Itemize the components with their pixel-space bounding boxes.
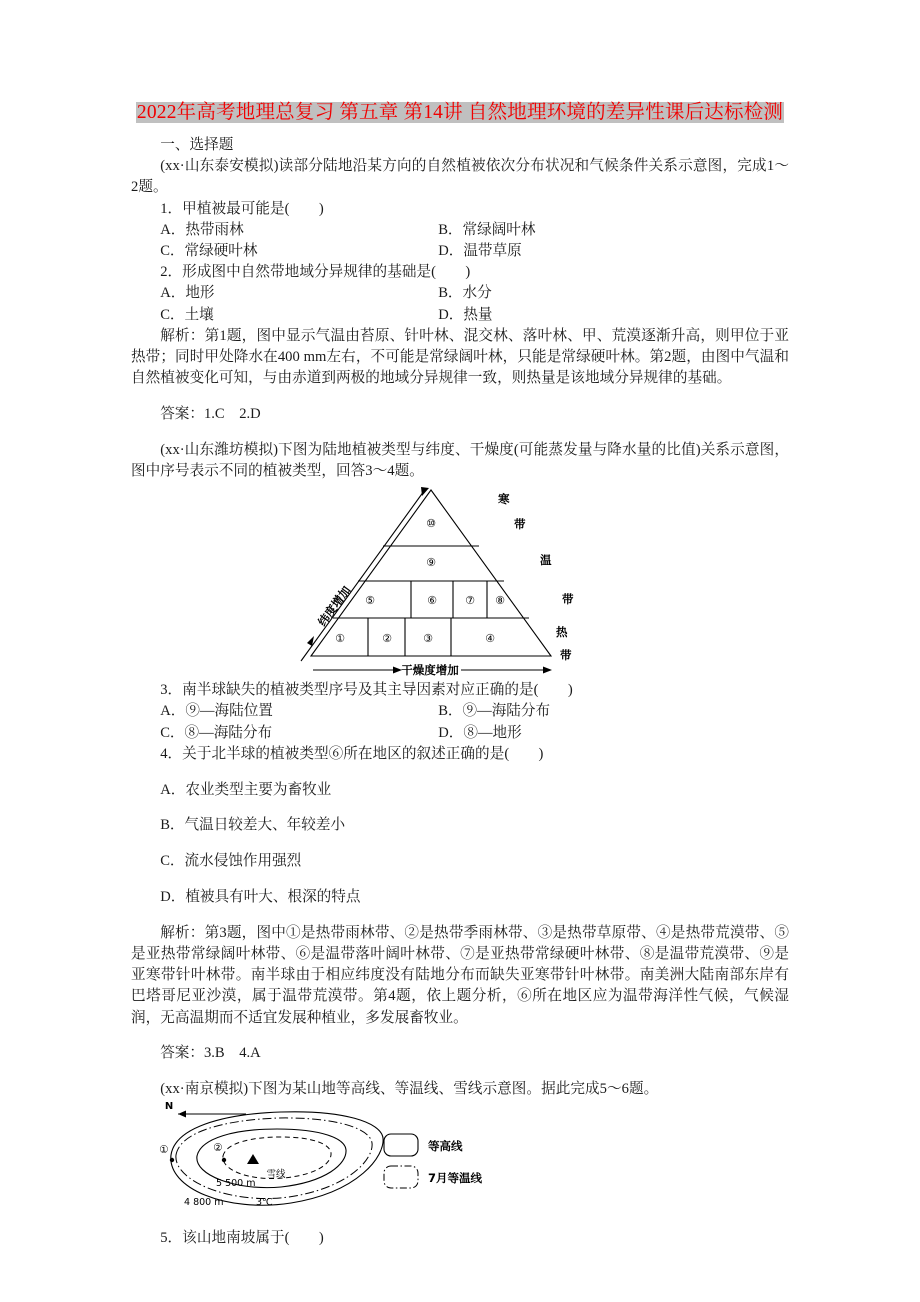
option-2c[interactable]: C．土壤 <box>160 306 214 323</box>
block2-stem: (xx·山东潍坊模拟)下图为陆地植被类型与纬度、干燥度(可能蒸发量与降水量的比值)关系示意图，图中序号表示不同的植被类型，回答3～4题。 <box>131 441 789 480</box>
contour-label-4800: 4 800 m <box>184 1197 224 1209</box>
section-heading: 一、选择题 <box>160 137 234 153</box>
zone-label-cold-1: 寒 <box>498 492 510 507</box>
contour-label-5500: 5 500 m <box>216 1178 256 1190</box>
option-2b[interactable]: B．水分 <box>438 285 492 302</box>
zone-label-temperate-1: 温 <box>540 553 552 568</box>
question-2-options-row-2 <box>131 305 789 326</box>
zone-label-torrid-1: 热 <box>556 625 568 640</box>
option-4c[interactable]: C．流水侵蚀作用强烈 <box>160 853 302 870</box>
block2-answer: 答案：3.B 4.A <box>160 1045 261 1062</box>
zone-label-temperate-2: 带 <box>562 592 574 607</box>
block2-analysis: 解析：第3题，图中①是热带雨林带、②是热带季雨林带、③是热带草原带、④是热带荒漠带、⑤是亚热带常绿阔叶林带、⑥是温带落叶阔叶林带、⑦是亚热带常绿硬叶林带、⑧是温带荒漠带、⑨是亚寒带针叶林带。南半球由于相应纬度没有陆地分布而缺失亚寒带针叶林带。南美洲大陆南部东岸有巴塔哥尼亚沙漠，属于温带荒漠带。第4题，依上题分析，⑥所在地区应为温带海洋性气候，气候湿润，无高温期而不适宜发展种植业，多发展畜牧业。 <box>131 924 789 1026</box>
option-2d[interactable]: D．热量 <box>438 306 493 323</box>
zone-label-cold-2: 带 <box>514 517 526 532</box>
cell-label-8: ⑧ <box>495 594 505 608</box>
option-2a[interactable]: A．地形 <box>160 285 215 302</box>
figure-contour-map <box>131 1100 789 1228</box>
legend-swatch-contour-icon <box>384 1134 418 1156</box>
question-5: 5．该山地南坡属于( ) <box>160 1230 324 1247</box>
question-2: 2．形成图中自然带地域分异规律的基础是( ) <box>160 264 471 281</box>
page-title <box>131 98 789 127</box>
legend-label-isotherm: 7月等温线 <box>428 1171 483 1186</box>
option-1b[interactable]: B．常绿阔叶林 <box>438 221 536 238</box>
point-label-1: ① <box>159 1144 169 1157</box>
option-4d[interactable]: D．植被具有叶大、根深的特点 <box>160 889 361 906</box>
option-1a[interactable]: A．热带雨林 <box>160 221 244 238</box>
cell-label-6: ⑥ <box>427 594 437 608</box>
cell-label-2: ② <box>382 632 392 646</box>
option-1d[interactable]: D．温带草原 <box>438 243 522 260</box>
legend-label-contour: 等高线 <box>428 1139 463 1154</box>
peak-marker-icon <box>247 1154 259 1164</box>
question-1: 1．甲植被最可能是( ) <box>160 200 324 217</box>
point-label-2: ② <box>213 1142 223 1155</box>
point-marker-2 <box>222 1158 226 1162</box>
option-4b[interactable]: B．气温日较差大、年较差小 <box>160 817 346 834</box>
block1-analysis: 解析：第1题，图中显示气温由苔原、针叶林、混交林、落叶林、甲、荒漠逐渐升高，则甲位于亚热带；同时甲处降水在400 mm左右，不可能是常绿阔叶林，只能是常绿硬叶林。第2题，由图中气温和自然植被变化可知，与由赤道到两极的地域分异规律一致，则热量是该地域分异规律的基础。 <box>131 327 789 387</box>
cell-label-10: ⑩ <box>426 517 436 531</box>
cell-label-1: ① <box>335 632 345 646</box>
question-3-options-row-2 <box>131 723 789 744</box>
option-4a[interactable]: A．农业类型主要为畜牧业 <box>160 781 332 798</box>
option-3d[interactable]: D．⑧—地形 <box>438 724 522 741</box>
page-content <box>131 98 789 1250</box>
dryness-axis-label: 干燥度增加 <box>401 663 459 678</box>
page-title-text: 2022年高考地理总复习 第五章 第14讲 自然地理环境的差异性课后达标检测 <box>136 102 784 123</box>
question-1-options-row-1 <box>131 220 789 241</box>
cell-label-5: ⑤ <box>365 594 375 608</box>
block1-answer: 答案：1.C 2.D <box>160 406 261 423</box>
option-3b[interactable]: B．⑨—海陆分布 <box>438 703 551 720</box>
option-3a[interactable]: A．⑨—海陆位置 <box>160 703 273 720</box>
legend-swatch-isotherm-icon <box>384 1166 418 1188</box>
north-label: N <box>164 1101 174 1113</box>
legend <box>384 1134 483 1188</box>
question-2-options-row-1 <box>131 283 789 304</box>
block1-stem: (xx·山东泰安模拟)读部分陆地沿某方向的自然植被依次分布状况和气候条件关系示意图，完成1～2题。 <box>131 158 789 196</box>
cell-label-4: ④ <box>485 632 495 646</box>
dryness-axis-right-arrowhead <box>543 667 552 674</box>
question-3-options-row-1 <box>131 701 789 722</box>
cell-label-3: ③ <box>423 632 433 646</box>
cell-label-9: ⑨ <box>426 556 436 570</box>
isotherm-label-3c: 3℃ <box>256 1197 273 1209</box>
north-arrow-head <box>178 1111 186 1118</box>
snowline-label: 雪线 <box>266 1169 286 1181</box>
latitude-axis-label: 纬度增加 <box>315 583 354 629</box>
question-1-options-row-2 <box>131 241 789 262</box>
block3-stem: (xx·南京模拟)下图为某山地等高线、等温线、雪线示意图。据此完成5～6题。 <box>160 1081 659 1098</box>
option-3c[interactable]: C．⑧—海陆分布 <box>160 724 273 741</box>
question-3: 3．南半球缺失的植被类型序号及其主导因素对应正确的是( ) <box>160 682 573 699</box>
option-1c[interactable]: C．常绿硬叶林 <box>160 243 258 260</box>
point-marker-1 <box>170 1158 174 1162</box>
figure-vegetation-triangle <box>131 484 789 680</box>
question-4: 4．关于北半球的植被类型⑥所在地区的叙述正确的是( ) <box>160 745 544 762</box>
zone-label-torrid-2: 带 <box>560 648 572 663</box>
cell-label-7: ⑦ <box>465 594 475 608</box>
